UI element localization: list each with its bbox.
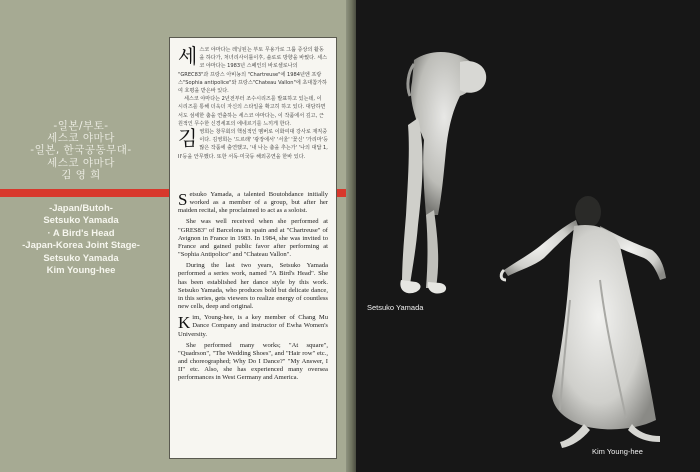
caption-setsuko-yamada: Setsuko Yamada <box>367 303 424 312</box>
korean-paragraph: 세스코 야마다는 2년전부터 조수시리즈를 발표하고 있는데, 이 시리즈를 통해 더욱더 자신의 스타일을 확고히 하고 있다. 대담하면서도 섬세한 춤을 연출하는 세스코 야마다는, 이 작품에서 깊고, 근원적인 무수한 신경세포의 에네르기를 느끼게 한다. <box>178 96 326 127</box>
dancers-photo <box>356 0 700 472</box>
english-paragraph-text: im, Young-hee, is a key member of Chang Mu Dance Company and instructor of Ewha Women's University. <box>178 314 328 338</box>
korean-paragraph <box>178 46 328 95</box>
english-paragraph: She performed many works; "At square", "Quadrson", "The Wedding Shoes", and "Hair row" etc., and choreographed; Why Do I Dance?" "My Answer, I II" etc. Also, she has experienced many oversea performances in West Germany and America. <box>178 341 328 382</box>
korean-title-line: 김 영 희 <box>61 168 101 181</box>
korean-titles <box>0 120 162 181</box>
korean-title-line: 세스코 야마다 <box>47 156 115 169</box>
korean-title-line: 세스코 야마다 <box>47 132 115 145</box>
english-title-line: Kim Young-hee <box>46 265 116 277</box>
caption-kim-young-hee: Kim Young-hee <box>592 447 643 456</box>
korean-paragraph <box>178 128 328 161</box>
english-paragraph <box>178 191 328 215</box>
english-paragraph <box>178 314 328 338</box>
korean-paragraph-text: 영희는 창무회의 핵심적인 멤버로 이화여대 강사로 재직중이다. 김영희는 '드르래' '광장에서' '서울' '꽃신' '가리마'등 많은 작품에 출연했고, '내 나는 춤을 추는가' '나의 대답 1, II'등을 안무했다. 또한 서독·미국등 해외공연을 한바 있다. <box>178 129 328 160</box>
english-dropcap: S <box>178 190 188 209</box>
english-paragraph: She was well received when she performed at "GRES83" of Barcelona in spain and at "Chartreuse" of Avignon in France in 1983. In 1984, she was invited to France and gained public favor after performing at "Sophia Antipolice" and "Chateau Vallon". <box>178 218 328 259</box>
korean-paragraph-text: 스코 야마다는 레닝된는 부토 무용가로 그룹 증상의 활동을 하다가, 처녀리사이틀이후, 솔로로 방향을 바꿨다. 세스코 야마다는 1983년 스페인의 바로셀로나의 "GREC83"과 프랑스 아비뇽의 "Chartreuse"에 1984년엔 프랑스"Sophia antipolice"와 프랑스"Chateau Vallon"에 초대참가하여 호평을 받은바 있다. <box>178 47 328 95</box>
english-dropcap: K <box>178 313 191 333</box>
english-title-line: Setsuko Yamada <box>43 252 119 264</box>
korean-text-block <box>178 46 328 161</box>
text-panel <box>169 37 337 459</box>
english-title-line: -Japan-Korea Joint Stage- <box>22 240 140 252</box>
english-title-line: Setsuko Yamada <box>43 215 119 227</box>
english-text-block <box>178 191 328 385</box>
korean-dropcap: 김 <box>178 126 198 151</box>
english-paragraph-text: etsuko Yamada, a talented Boutohdance initially worked as a member of a group, but after her maiden recital, she proclaimed to act as a soloist. <box>178 191 328 215</box>
english-titles <box>0 203 162 277</box>
korean-title-line: -일본, 한국공동무대- <box>30 144 132 157</box>
english-title-line: -Japan/Butoh- <box>49 203 113 214</box>
english-title-line: · A Bird's Head <box>47 227 115 239</box>
korean-title-line: -일본/부토- <box>53 120 109 132</box>
korean-dropcap: 세 <box>178 44 198 68</box>
english-paragraph: During the last two years, Setsuko Yamada performed a series work, named "A Bird's Head". She has been established her dance style by this work. Setsuko Yamada, who produces bold but delicate dance, in this series, gets viewers to realize energy of countless new cells, deep and original. <box>178 262 328 311</box>
